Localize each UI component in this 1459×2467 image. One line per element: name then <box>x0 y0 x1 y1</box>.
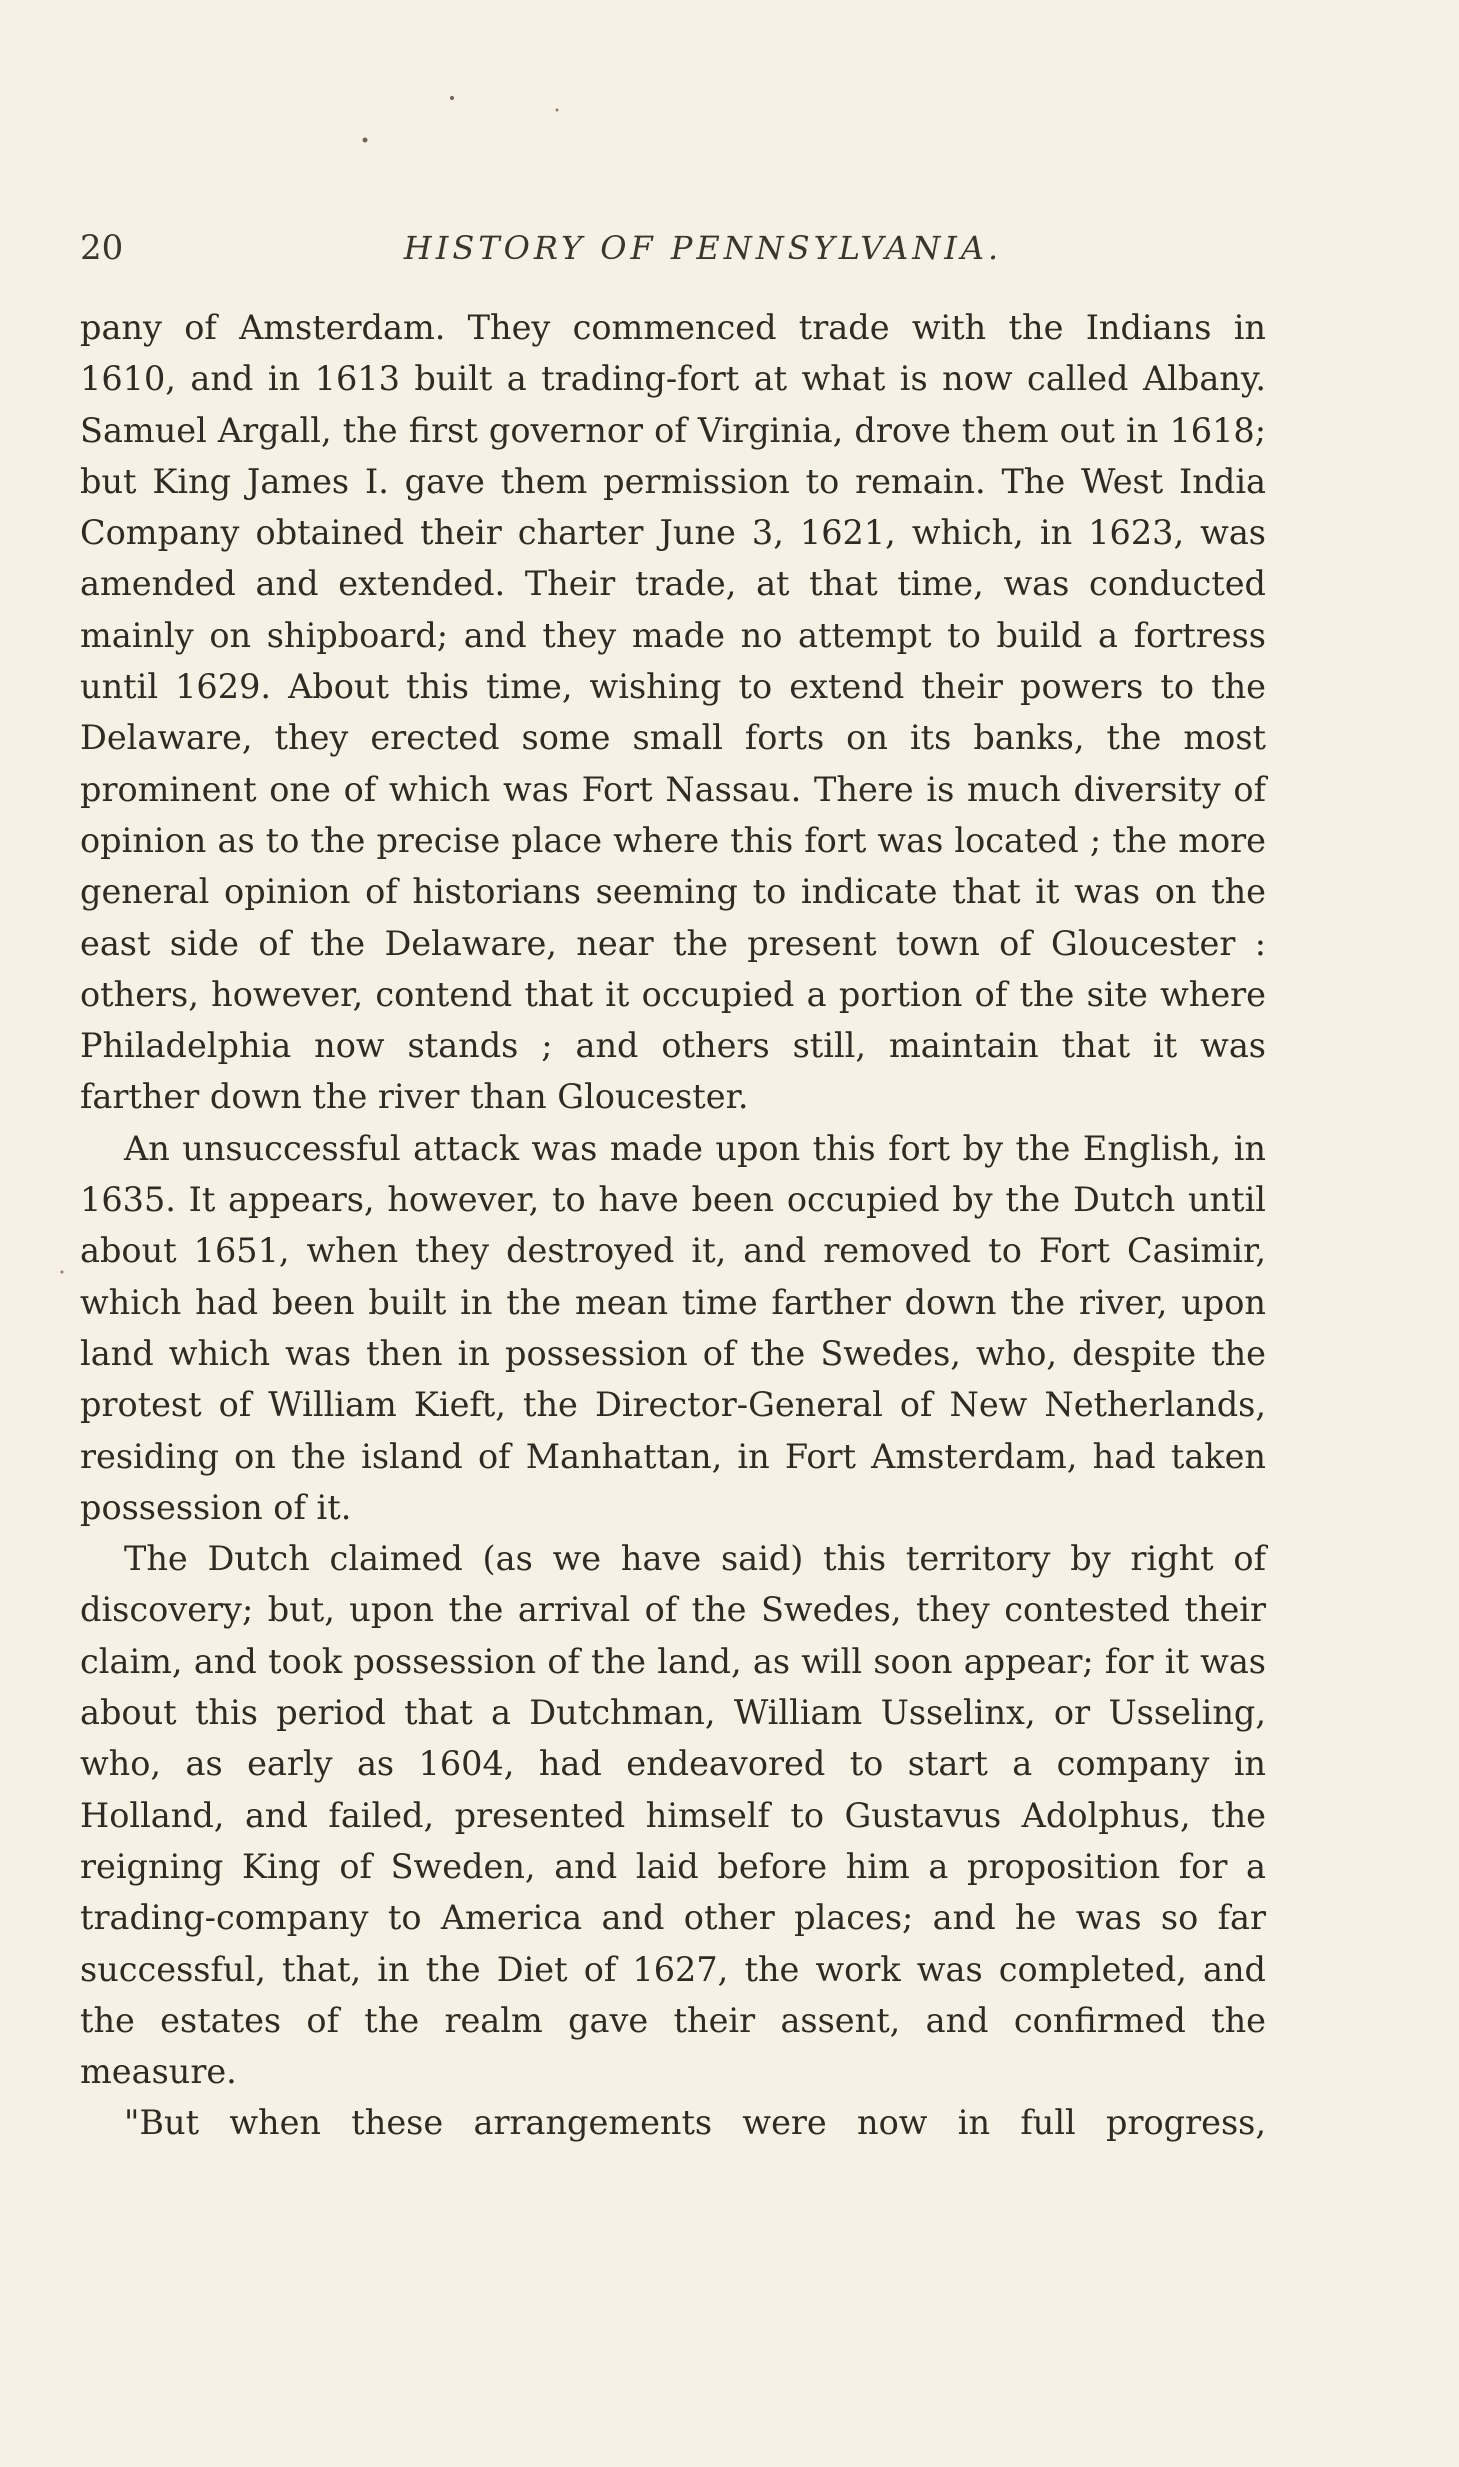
paragraph: The Dutch claimed (as we have said) this territory by right of discovery; but, upon the arrival of the Swedes, they contested their claim, and took possession of the land, as will soon appear; for it was about this period that a Dutchman, William Usselinx, or Usseling, who, as early as 1604, had endeavored to start a company in Holland, and failed, presented himself to Gustavus Adolphus, the reigning King of Sweden, and laid before him a proposition for a trading-company to America and other places; and he was so far successful, that, in the Diet of 1627, the work was completed, and the estates of the realm gave their assent, and confirmed the measure. <box>80 1539 1266 2092</box>
paragraph: "But when these arrangements were now in full progress, <box>124 2103 1266 2143</box>
page-number: 20 <box>80 228 124 268</box>
body-text <box>80 302 1266 2149</box>
speck <box>61 1271 64 1274</box>
speck <box>556 109 559 112</box>
speck <box>363 138 368 143</box>
paragraph: pany of Amsterdam. They commenced trade with the Indians in 1610, and in 1613 built a trading-fort at what is now called Albany. Samuel Argall, the first governor of Virginia, drove them out in 1618; but King James I. gave them permission to remain. The West India Company obtained their charter June 3, 1621, which, in 1623, was amended and extended. Their trade, at that time, was conducted mainly on shipboard; and they made no attempt to build a fortress until 1629. About this time, wishing to extend their powers to the Delaware, they erected some small forts on its banks, the most prominent one of which was Fort Nassau. There is much diversity of opinion as to the precise place where this fort was located ; the more general opinion of historians seeming to indicate that it was on the east side of the Delaware, near the present town of Gloucester : others, however, contend that it occupied a portion of the site where Philadelphia now stands ; and others still, maintain that it was farther down the river than Gloucester. <box>80 308 1266 1117</box>
page-header <box>80 224 1266 272</box>
paragraph: An unsuccessful attack was made upon this fort by the English, in 1635. It appears, however, to have been occupied by the Dutch until about 1651, when they destroyed it, and removed to Fort Casimir, which had been built in the mean time farther down the river, upon land which was then in possession of the Swedes, who, despite the protest of William Kieft, the Director-General of New Netherlands, residing on the island of Manhattan, in Fort Amsterdam, had taken possession of it. <box>80 1128 1266 1527</box>
running-title: HISTORY OF PENNSYLVANIA. <box>403 229 1003 267</box>
speck <box>450 96 454 100</box>
